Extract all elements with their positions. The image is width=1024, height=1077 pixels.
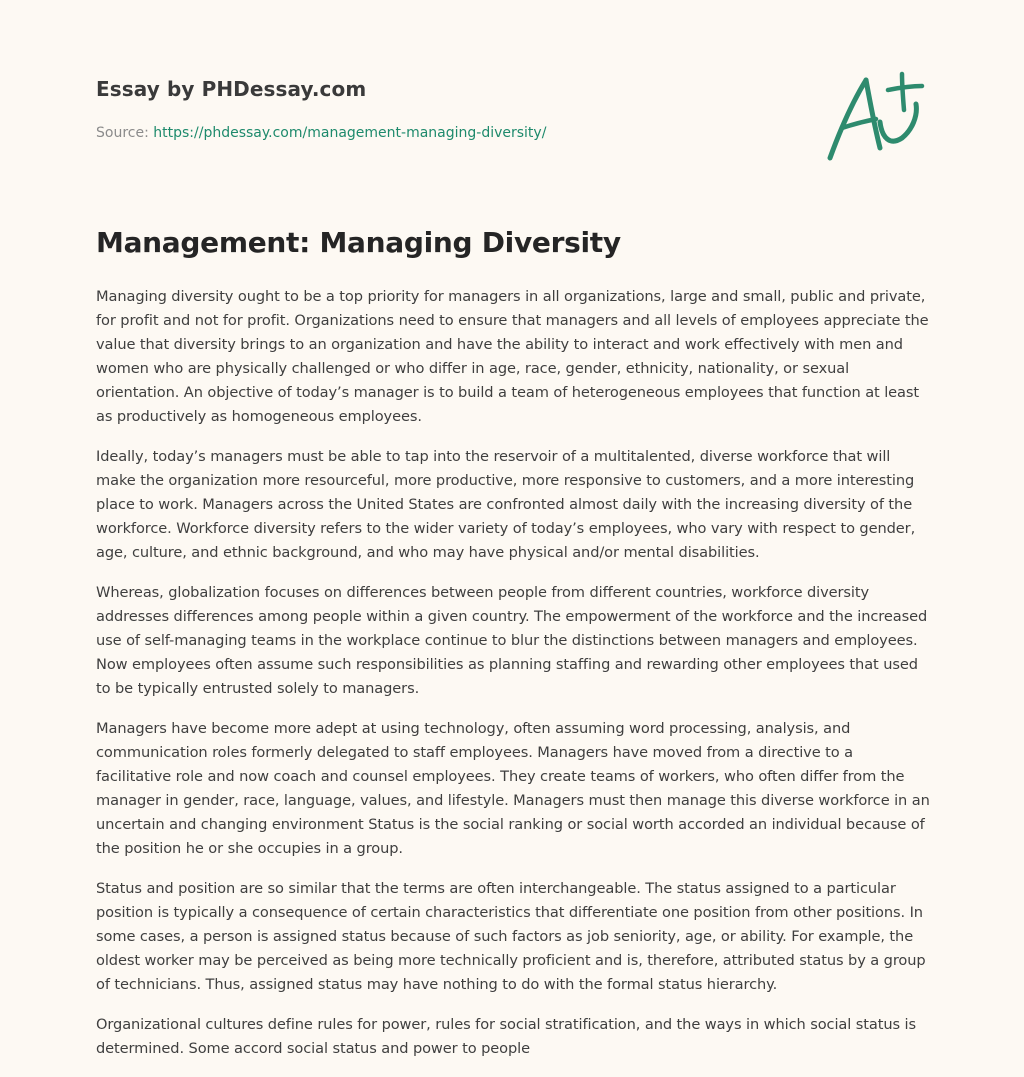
essay-paragraph: Organizational cultures define rules for power, rules for social stratification, and the ways in which social status is determined. Some accord social status and power to people [96, 1016, 916, 1057]
source-label: Source: [96, 125, 154, 141]
essay-paragraph: Managing diversity ought to be a top priority for managers in all organizations, large and small, public and private, for profit and not for profit. Organizations need to ensure that managers and all levels of employees appreciate the value that diversity brings to an organization and have the ability to interact and work effectively with men and women who are physically challenged or who differ in age, race, gender, ethnicity, nationality, or sexual orientation. An objective of today’s manager is to build a team of heterogeneous employees that function at least as productively as homogeneous employees. [96, 288, 929, 425]
essay-paragraph: Status and position are so similar that the terms are often interchangeable. The status assigned to a particular position is typically a consequence of certain characteristics that differentiate one position from other positions. In some cases, a person is assigned status because of such factors as job seniority, age, or ability. For example, the oldest worker may be perceived as being more technically proficient and is, therefore, attributed status by a group of technicians. Thus, assigned status may have nothing to do with the formal status hierarchy. [96, 880, 926, 993]
source-link[interactable]: https://phdessay.com/management-managing-diversity/ [153, 125, 547, 141]
essay-paragraph: Ideally, today’s managers must be able to tap into the reservoir of a multitalented, diverse workforce that will make the organization more resourceful, more productive, more responsive to customers, and a more interesting place to work. Managers across the United States are confronted almost daily with the increasing diversity of the workforce. Workforce diversity refers to the wider variety of today’s employees, who vary with respect to gender, age, culture, and ethnic background, and who may have physical and/or mental disabilities. [96, 448, 916, 561]
source-line [96, 125, 546, 141]
site-title: Essay by PHDessay.com [96, 77, 367, 101]
essay-title: Management: Managing Diversity [96, 226, 621, 259]
essay-paragraph: Whereas, globalization focuses on differences between people from different countries, workforce diversity addresses differences among people within a given country. The empowerment of the workforce and the increased use of self-managing teams in the workplace continue to blur the distinctions between managers and employees. Now employees often assume such responsibilities as planning staffing and rewarding other employees that used to be typically entrusted solely to managers. [96, 584, 928, 697]
essay-body [96, 285, 932, 1077]
essay-paragraph: Managers have become more adept at using technology, often assuming word processing, analysis, and communication roles formerly delegated to staff employees. Managers have moved from a directive to a facilitative role and now coach and counsel employees. They create teams of workers, who often differ from the manager in gender, race, language, values, and lifestyle. Managers must then manage this diverse workforce in an uncertain and changing environment Status is the social ranking or social worth accorded an individual because of the position he or she occupies in a group. [96, 720, 930, 857]
a-plus-logo-icon [820, 66, 930, 166]
